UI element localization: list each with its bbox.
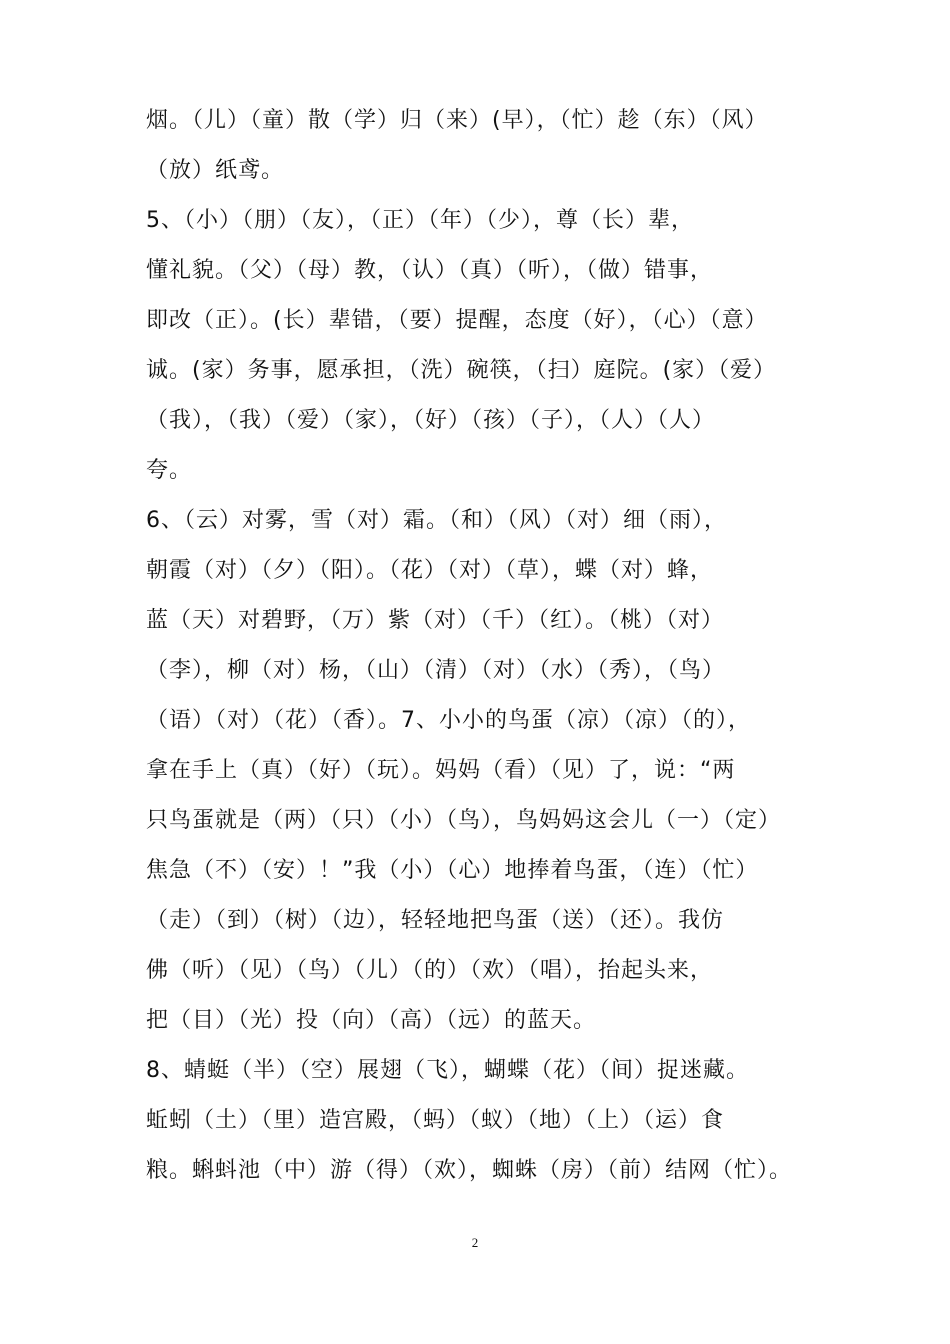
- text-line: 把（目）（光）投（向）（高）（远）的蓝天。: [146, 1008, 597, 1033]
- text-line: 拿在手上（真）（好）（玩）。妈妈（看）（见）了，说：“两: [146, 758, 736, 783]
- text-line: 朝霞（对）（夕）（阳）。（花）（对）（草），蝶（对）蜂，: [146, 558, 714, 583]
- text-line: 5、（小）（朋）（友），（正）（年）（少），尊（长）辈，: [146, 208, 694, 233]
- text-line: 诚。(家）务事，愿承担，（洗）碗筷，（扫）庭院。(家）（爱）: [146, 358, 777, 383]
- text-line: （我），（我）（爱）（家），（好）（孩）（子），（人）（人）: [146, 408, 716, 433]
- text-line: 佛（听）（见）（鸟）（儿）（的）（欢）（唱），抬起头来，: [146, 958, 714, 983]
- text-line: （走）（到）（树）（边），轻轻地把鸟蛋（送）（还）。我仿: [146, 908, 725, 933]
- text-line: （李），柳（对）杨，（山）（清）（对）（水）（秀），（鸟）: [146, 658, 726, 683]
- text-line: 只鸟蛋就是（两）（只）（小）（鸟），鸟妈妈这会儿（一）（定）: [146, 808, 782, 833]
- text-line: 夸。: [146, 458, 193, 483]
- text-line: 懂礼貌。（父）（母）教，（认）（真）（听），（做）错事，: [146, 258, 714, 283]
- text-line: 焦急（不）（安）！”我（小）（心）地捧着鸟蛋，（连）（忙）: [146, 858, 759, 883]
- text-line: （放）纸鸢。: [146, 158, 285, 183]
- page-number: 2: [471, 1235, 479, 1250]
- text-line: 8、蜻蜓（半）（空）展翅（飞），蝴蝶（花）（间）捉迷藏。: [146, 1058, 749, 1083]
- text-line: 6、（云）对雾，雪（对）霜。（和）（风）（对）细（雨），: [146, 508, 727, 533]
- text-line: 蚯蚓（土）（里）造宫殿，（蚂）（蚁）（地）（上）（运）食: [146, 1108, 725, 1133]
- text-line: 烟。（儿）（童）散（学）归（来）(早），（忙）趁（东）（风）: [146, 108, 768, 133]
- text-line: 粮。蝌蚪池（中）游（得）（欢），蜘蛛（房）（前）结网（忙）。: [146, 1158, 793, 1183]
- text-line: 即改（正）。(长）辈错，（要）提醒，态度（好），（心）（意）: [146, 308, 768, 333]
- text-line: （语）（对）（花）（香）。7、小小的鸟蛋（凉）（凉）（的），: [146, 708, 751, 733]
- text-line: 蓝（天）对碧野，（万）紫（对）（千）（红）。（桃）（对）: [146, 608, 725, 633]
- body-text: [146, 96, 846, 1196]
